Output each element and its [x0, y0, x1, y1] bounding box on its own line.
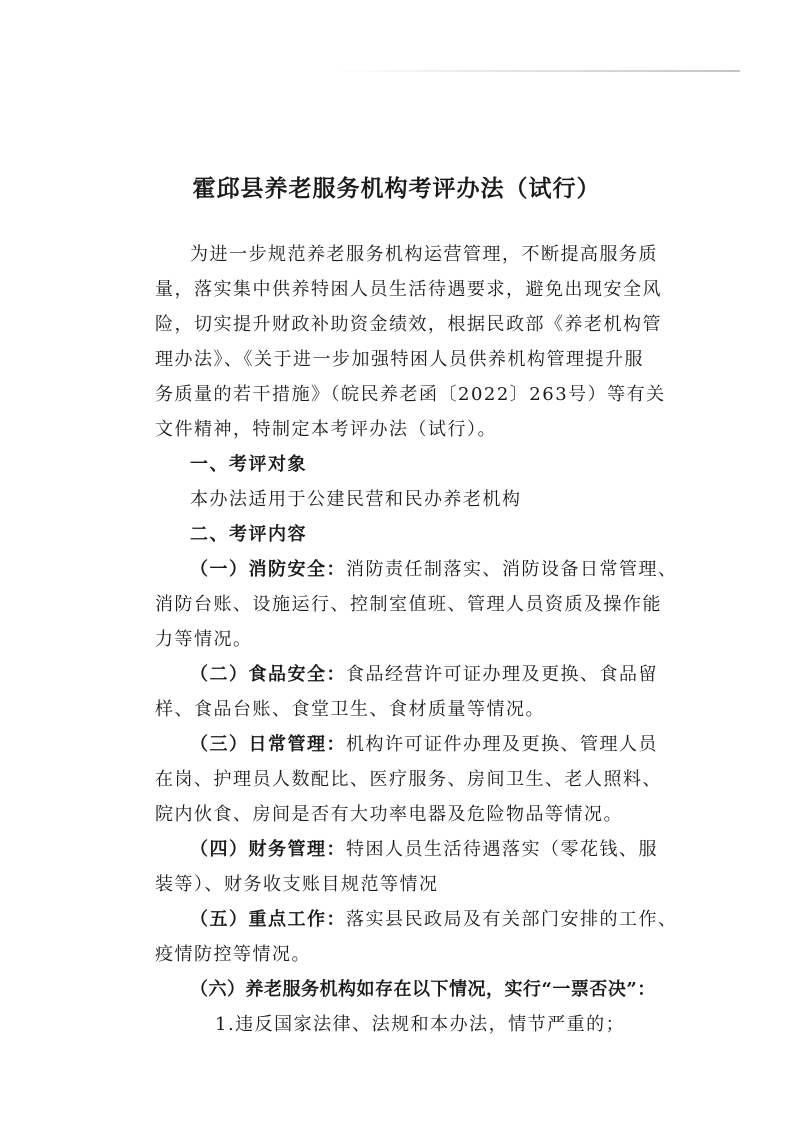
item-line: 疫情防控等情况。 [155, 944, 311, 965]
intro-line: 文件精神，特制定本考评办法（试行）。 [155, 419, 497, 440]
item-line: 消防台账、设施运行、控制室值班、管理人员资质及操作能 [155, 594, 662, 615]
item-text: 消防责任制落实、消防设备日常管理、 [346, 559, 678, 580]
item-label: （四）财务管理： [190, 839, 346, 860]
content-item [190, 557, 678, 583]
section-heading: 一、考评对象 [190, 454, 307, 475]
scan-edge-shadow [330, 70, 740, 72]
content-item [190, 662, 658, 688]
content-item [190, 732, 658, 758]
item-label: （一）消防安全： [190, 559, 346, 580]
content-item [190, 837, 658, 863]
intro-line: 险，切实提升财政补助资金绩效，根据民政部《养老机构管 [155, 314, 662, 335]
item-text: 机构许可证件办理及更换、管理人员 [346, 734, 658, 755]
veto-item: （六）养老服务机构如存在以下情况，实行“一票否决”： [190, 979, 656, 1000]
intro-line: 为进一步规范养老服务机构运营管理，不断提高服务质 [190, 244, 658, 265]
intro-line: 务质量的若干措施》（皖民养老函〔2022〕263号）等有关 [155, 384, 666, 405]
intro-line: 量，落实集中供养特困人员生活待遇要求，避免出现安全风 [155, 279, 662, 300]
item-text: 特困人员生活待遇落实（零花钱、服 [346, 839, 658, 860]
item-label: （二）食品安全： [190, 664, 346, 685]
section-heading: 二、考评内容 [190, 524, 307, 545]
document-title: 霍邱县养老服务机构考评办法（试行） [192, 175, 601, 202]
item-text: 食品经营许可证办理及更换、食品留 [346, 664, 658, 685]
item-line: 样、食品台账、食堂卫生、食材质量等情况。 [155, 699, 545, 720]
section-body: 本办法适用于公建民营和民办养老机构 [190, 489, 522, 510]
intro-line: 理办法》、《关于进一步加强特困人员供养机构管理提升服 [155, 349, 644, 370]
item-line: 院内伙食、房间是否有大功率电器及危险物品等情况。 [155, 804, 623, 825]
veto-subitem: 1.违反国家法律、法规和本办法，情节严重的； [215, 1014, 626, 1035]
item-label: （五）重点工作： [190, 909, 346, 930]
item-text: 落实县民政局及有关部门安排的工作、 [346, 909, 678, 930]
item-line: 装等）、财务收支账目规范等情况 [155, 874, 439, 895]
item-label: （三）日常管理： [190, 734, 346, 755]
content-item [190, 907, 678, 933]
item-line: 力等情况。 [155, 629, 253, 650]
item-line: 在岗、护理员人数配比、医疗服务、房间卫生、老人照料、 [155, 769, 662, 790]
